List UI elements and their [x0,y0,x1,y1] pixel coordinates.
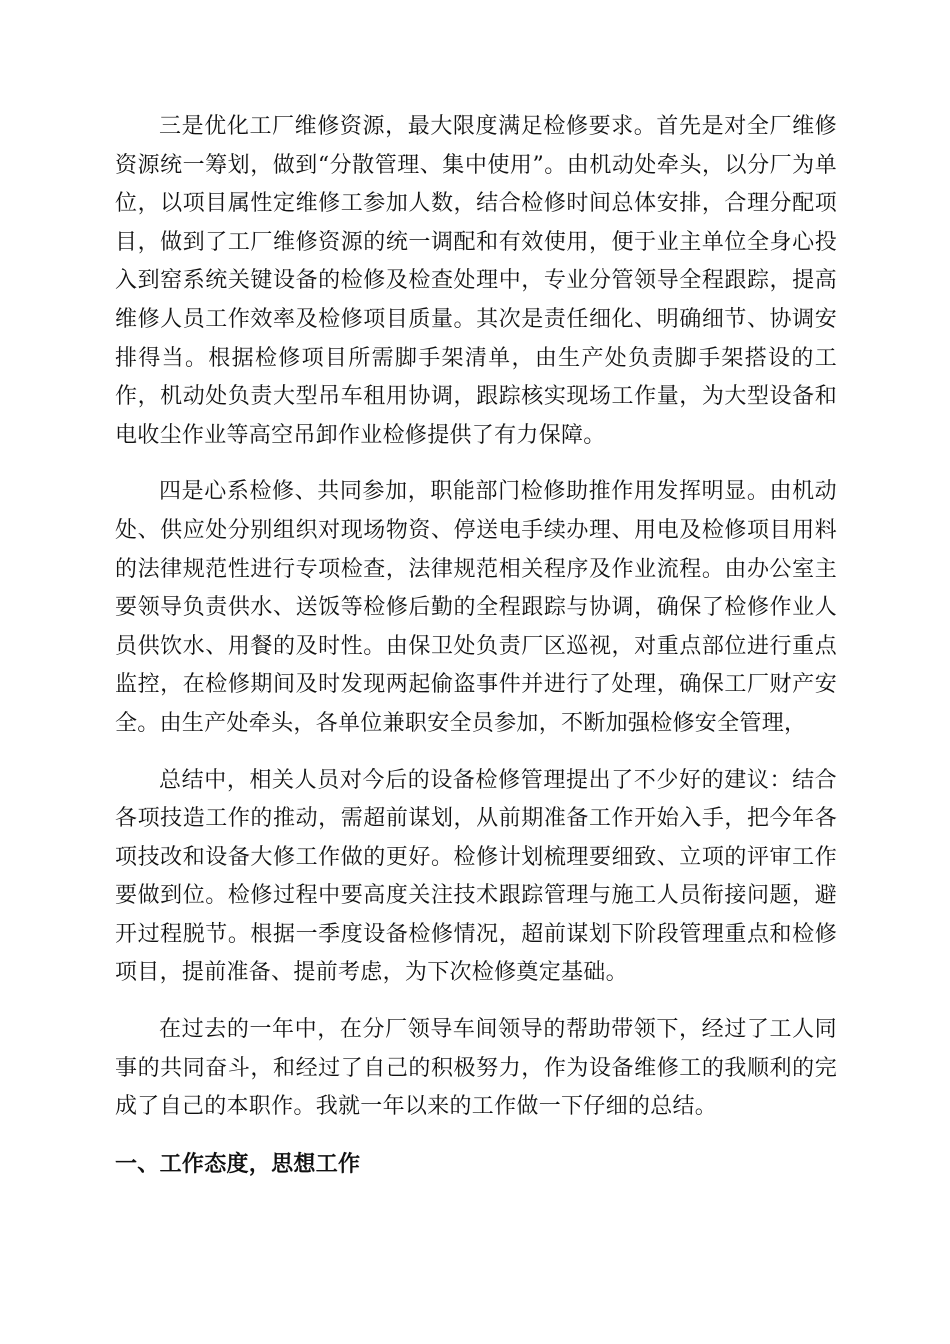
paragraph-year-review: 在过去的一年中，在分厂领导车间领导的帮助带领下，经过了工人同事的共同奋斗，和经过了自己的积极努力，作为设备维修工的我顺利的完成了自己的本职作。我就一年以来的工作做一下仔细的总结。 [115,1017,837,1120]
section-heading: 一、工作态度，思想工作 [115,1150,361,1177]
paragraph-maintenance-resources: 三是优化工厂维修资源，最大限度满足检修要求。首先是对全厂维修资源统一筹划，做到“分散管理、集中使用”。由机动处牵头，以分厂为单位，以项目属性定维修工参加人数，结合检修时间总体安排，合理分配项目，做到了工厂维修资源的统一调配和有效使用，便于业主单位全身心投入到窑系统关键设备的检修及检查处理中，专业分管领导全程跟踪，提高维修人员工作效率及检修项目质量。其次是责任细化、明确细节、协调安排得当。根据检修项目所需脚手架清单，由生产处负责脚手架搭设的工作，机动处负责大型吊车租用协调，跟踪核实现场工作量，为大型设备和电收尘作业等高空吊卸作业检修提供了有力保障。 [115,114,837,448]
document-page [115,108,837,1308]
paragraph-department-support: 四是心系检修、共同参加，职能部门检修助推作用发挥明显。由机动处、供应处分别组织对现场物资、停送电手续办理、用电及检修项目用料的法律规范性进行专项检查，法律规范相关程序及作业流程。由办公室主要领导负责供水、送饭等检修后勤的全程跟踪与协调，确保了检修作业人员供饮水、用餐的及时性。由保卫处负责厂区巡视，对重点部位进行重点监控，在检修期间及时发现两起偷盗事件并进行了处理，确保工厂财产安全。由生产处牵头，各单位兼职安全员参加，不断加强检修安全管理， [115,479,837,736]
paragraph-summary-suggestions: 总结中，相关人员对今后的设备检修管理提出了不少好的建议：结合各项技造工作的推动，需超前谋划，从前期准备工作开始入手，把今年各项技改和设备大修工作做的更好。检修计划梳理要细致、立项的评审工作要做到位。检修过程中要高度关注技术跟踪管理与施工人员衔接问题，避开过程脱节。根据一季度设备检修情况，超前谋划下阶段管理重点和检修项目，提前准备、提前考虑，为下次检修奠定基础。 [115,767,837,986]
